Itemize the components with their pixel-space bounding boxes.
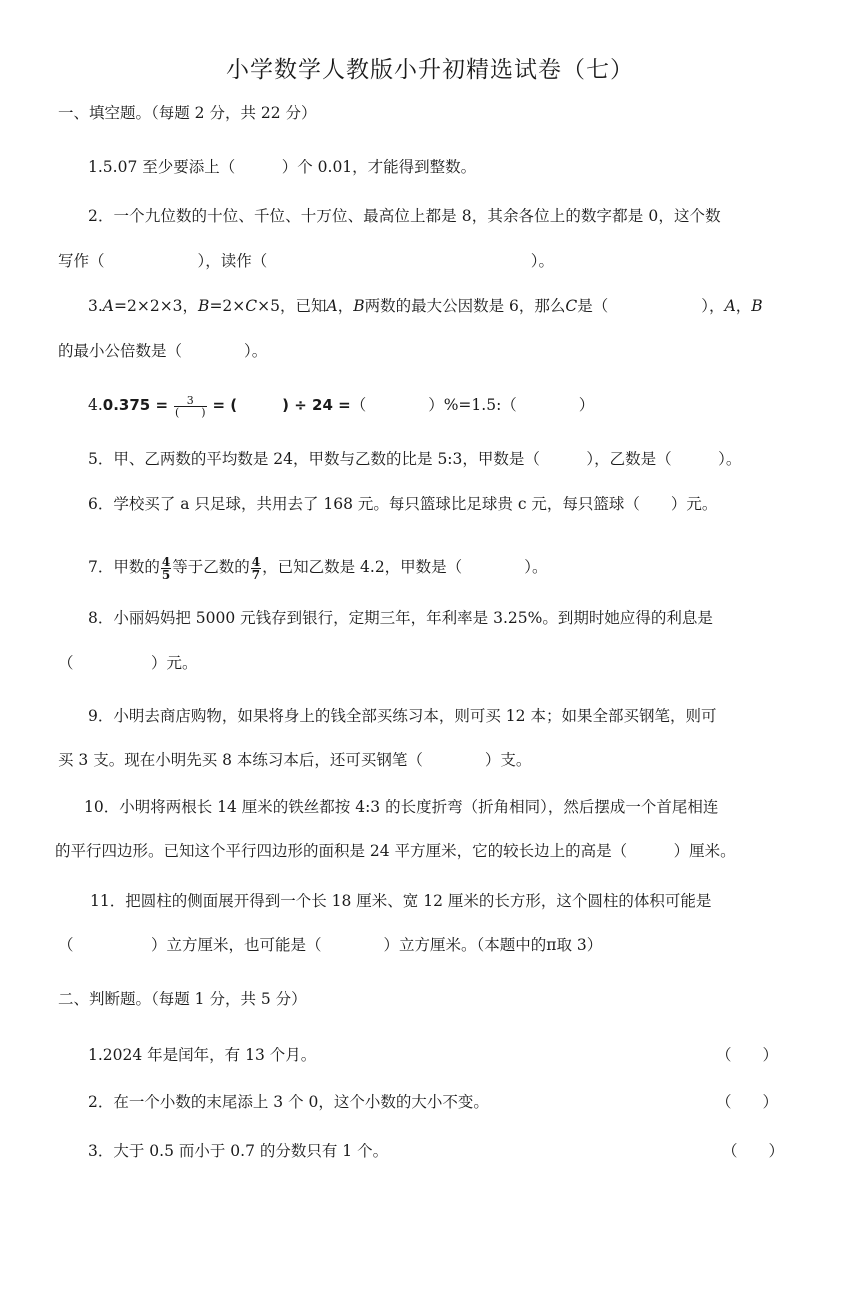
- q7-f2-den: 7: [251, 567, 261, 582]
- q3-part: 是（ ），: [577, 297, 725, 315]
- section1-heading: 一、填空题。（每题 2 分，共 22 分）: [58, 104, 317, 122]
- q7-f1-num: 4: [161, 554, 171, 569]
- q4-frac-num: 3: [174, 395, 207, 407]
- q4-math2: = ( ) ÷ 24 =: [212, 396, 351, 414]
- judge-1-answer: （ ）: [716, 1046, 779, 1064]
- q7-part: ，已知乙数是 4.2，甲数是（ ）。: [262, 558, 548, 576]
- question-1: 1.5.07 至少要添上（ ）个 0.01，才能得到整数。: [88, 158, 477, 176]
- question-8-line2: （ ）元。: [58, 654, 198, 672]
- q7-fraction-2: [251, 556, 261, 581]
- question-8-line1: 8．小丽妈妈把 5000 元钱存到银行，定期三年，年利率是 3.25%。到期时她应得的利息是: [88, 609, 713, 627]
- q7-fraction-1: [161, 556, 171, 581]
- q3-var: A: [102, 297, 114, 315]
- question-3-line2: 的最小公倍数是（ ）。: [58, 342, 268, 360]
- question-10-line1: 10．小明将两根长 14 厘米的铁丝都按 4:3 的长度折弯（折角相同），然后摆成一个首尾相连: [84, 798, 719, 816]
- q3-part: 3.: [88, 297, 103, 315]
- q7-f1-den: 5: [161, 567, 171, 582]
- q3-var: B: [198, 297, 210, 315]
- q3-var: B: [751, 297, 763, 315]
- question-11-line2: （ ）立方厘米，也可能是（ ）立方厘米。（本题中的π取 3）: [58, 936, 603, 954]
- judge-2-answer: （ ）: [716, 1093, 779, 1111]
- q7-part: 7．甲数的: [88, 558, 160, 576]
- question-10-line2: 的平行四边形。已知这个平行四边形的面积是 24 平方厘米，它的较长边上的高是（ ）厘米。: [55, 842, 736, 860]
- question-3-line1: [88, 295, 763, 317]
- page-title: 小学数学人教版小升初精选试卷（七）: [226, 57, 634, 83]
- q7-f2-num: 4: [251, 554, 261, 569]
- q3-var: C: [245, 297, 258, 315]
- q3-part: =2×2×3，: [114, 297, 199, 315]
- q4-math1: 0.375 =: [102, 396, 169, 414]
- question-5: 5．甲、乙两数的平均数是 24，甲数与乙数的比是 5:3，甲数是（ ），乙数是（ ）。: [88, 450, 742, 468]
- q4-frac-den: ( ): [174, 405, 206, 419]
- q4-fraction: [174, 395, 207, 418]
- q3-part: ，: [337, 297, 354, 315]
- question-9-line2: 买 3 支。现在小明先买 8 本练习本后，还可买钢笔（ ）支。: [58, 751, 532, 769]
- q3-var: A: [326, 297, 338, 315]
- q4-prefix: 4.: [88, 396, 103, 414]
- q7-part: 等于乙数的: [172, 558, 250, 576]
- q3-var: C: [565, 297, 578, 315]
- question-7: [88, 550, 547, 584]
- judge-1: 1.2024 年是闰年，有 13 个月。: [88, 1046, 317, 1064]
- question-11-line1: 11．把圆柱的侧面展开得到一个长 18 厘米、宽 12 厘米的长方形，这个圆柱的体积可能是: [90, 892, 712, 910]
- question-9-line1: 9．小明去商店购物，如果将身上的钱全部买练习本，则可买 12 本；如果全部买钢笔，则可: [88, 707, 717, 725]
- section2-heading: 二、判断题。（每题 1 分，共 5 分）: [58, 990, 307, 1008]
- q3-part: ，: [735, 297, 752, 315]
- question-6: 6．学校买了 a 只足球，共用去了 168 元。每只篮球比足球贵 c 元，每只篮球（ ）元。: [88, 495, 718, 513]
- q3-part: =2×: [209, 297, 246, 315]
- question-2-line1: 2．一个九位数的十位、千位、十万位、最高位上都是 8，其余各位上的数字都是 0，这个数: [88, 207, 721, 225]
- question-2-line2: 写作（ ），读作（ ）。: [58, 252, 555, 270]
- q3-part: 两数的最大公因数是 6，那么: [364, 297, 566, 315]
- q3-var: B: [353, 297, 365, 315]
- question-4: [88, 390, 594, 420]
- judge-2: 2．在一个小数的末尾添上 3 个 0，这个小数的大小不变。: [88, 1093, 489, 1111]
- q4-rest: （ ）%=1.5:（ ）: [350, 396, 595, 414]
- judge-3-answer: （ ）: [722, 1142, 785, 1160]
- judge-3: 3．大于 0.5 而小于 0.7 的分数只有 1 个。: [88, 1142, 389, 1160]
- q3-part: ×5，已知: [257, 297, 327, 315]
- q3-var: A: [724, 297, 736, 315]
